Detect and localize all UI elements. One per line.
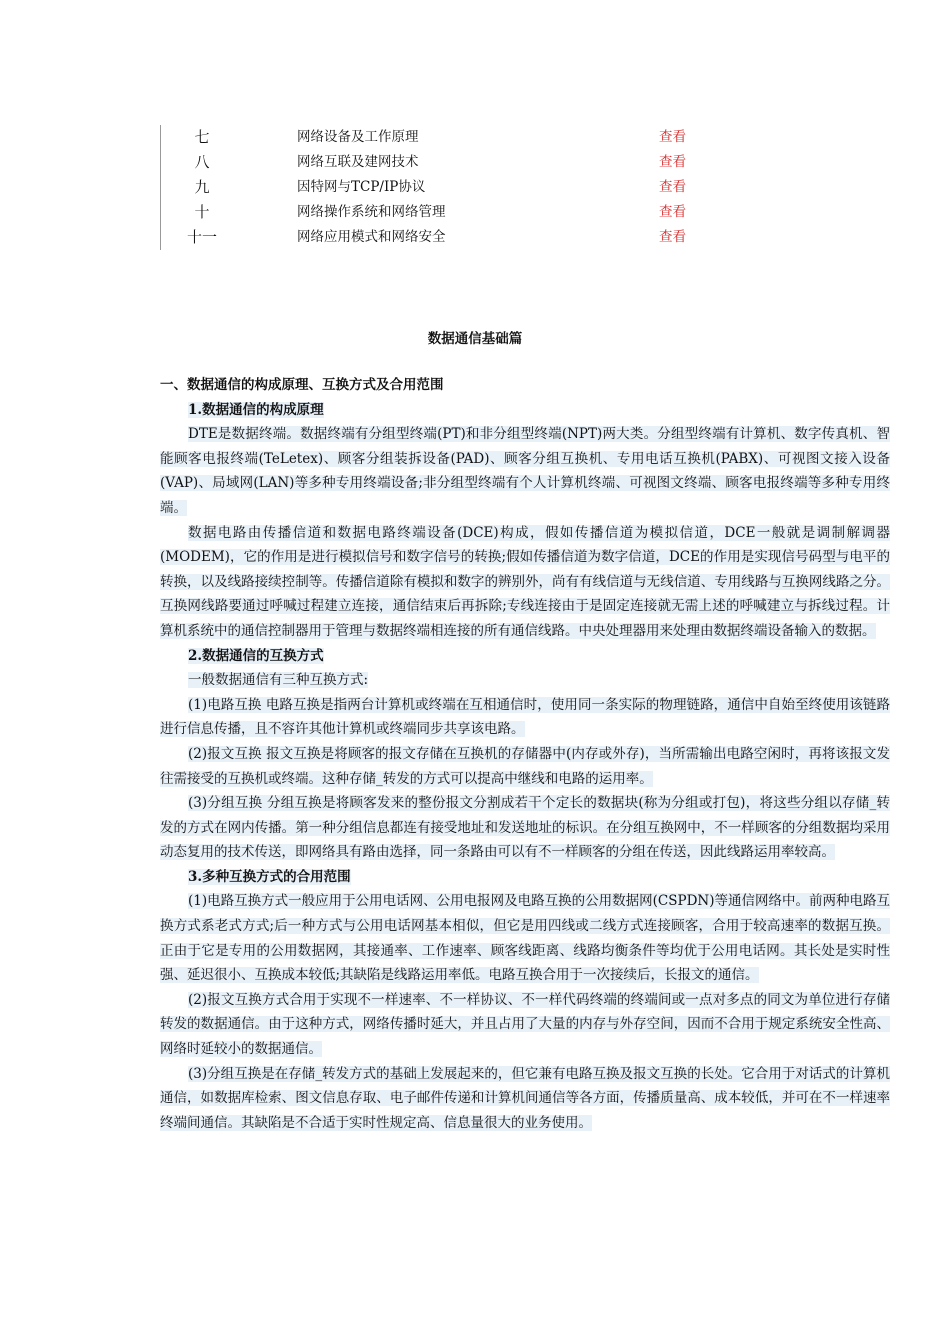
toc-view-link[interactable]: 查看 — [659, 129, 686, 145]
subsection-heading-text: 3.多种互换方式的合用范围 — [188, 868, 351, 885]
toc-row — [161, 175, 721, 200]
paragraph-text: (3)分组互换是在存储_转发方式的基础上发展起来的，但它兼有电路互换及报文互换的长处。它合用于对话式的计算机通信，如数据库检索、图文信息存取、电子邮件传递和计算机间通信等各方面，传播质量高、成本较低，并可在不一样速率终端间通信。其缺陷是不合适于实时性规定高、信息量很大的业务使用。 — [160, 1065, 890, 1131]
toc-number: 七 — [194, 128, 210, 146]
paragraph-text: (1)电路互换 电路互换是指两台计算机或终端在互相通信时，使用同一条实际的物理链路，通信中自始至终使用该链路进行信息传播，且不容许其他计算机或终端同步共享该电路。 — [160, 696, 890, 738]
paragraph-text: (2)报文互换 报文互换是将顾客的报文存储在互换机的存储器中(内存或外存)，当所需输出电路空闲时，再将该报文发往需接受的互换机或终端。这种存储_转发的方式可以提高中继线和电路的运用率。 — [160, 745, 890, 787]
subsection-heading-text: 2.数据通信的互换方式 — [188, 647, 324, 664]
article-body — [160, 373, 890, 1135]
toc-number: 八 — [194, 153, 210, 171]
paragraph — [160, 742, 890, 791]
paragraph-text: (3)分组互换 分组互换是将顾客发来的整份报文分割成若干个定长的数据块(称为分组或打包)，将这些分组以存储_转发的方式在网内传播。第一种分组信息都连有接受地址和发送地址的标识。在分组互换网中，不一样顾客的分组数据均采用动态复用的技术传送，即网络具有路由选择，同一条路由可以有不一样顾客的分组在传送，因此线路运用率较高。 — [160, 795, 890, 861]
subsection-heading-text: 1.数据通信的构成原理 — [188, 401, 324, 418]
toc-number: 九 — [194, 178, 210, 196]
paragraph — [160, 889, 890, 987]
paragraph — [160, 693, 890, 742]
paragraph-text: 一般数据通信有三种互换方式: — [188, 672, 369, 689]
paragraph-text: 数据电路由传播信道和数据电路终端设备(DCE)构成，假如传播信道为模拟信道，DCE一般就是调制解调器(MODEM)，它的作用是进行模拟信号和数字信号的转换;假如传播信道为数字信道，DCE的作用是实现信号码型与电平的转换，以及线路接续控制等。传播信道除有模拟和数字的辨别外，尚有有线信道与无线信道、专用线路与互换网线路之分。互换网线路要通过呼喊过程建立连接，通信结束后再拆除;专线连接由于是固定连接就无需上述的呼喊建立与拆线过程。计算机系统中的通信控制器用于管理与数据终端相连接的所有通信线路。中央处理器用来处理由数据终端设备输入的数据。 — [160, 524, 890, 639]
paragraph — [160, 988, 890, 1062]
toc-title: 网络互联及建网技术 — [297, 154, 419, 170]
toc-number: 十一 — [186, 228, 217, 246]
paragraph — [160, 422, 890, 520]
toc-title: 网络设备及工作原理 — [297, 129, 419, 145]
paragraph — [160, 791, 890, 865]
toc-view-link[interactable]: 查看 — [659, 179, 686, 195]
toc-number: 十 — [194, 203, 210, 221]
paragraph — [160, 1062, 890, 1136]
toc-title: 网络应用模式和网络安全 — [297, 229, 446, 245]
paragraph — [160, 668, 890, 693]
subsection-heading — [160, 644, 890, 669]
toc-row — [161, 125, 721, 150]
paragraph-text: DTE是数据终端。数据终端有分组型终端(PT)和非分组型终端(NPT)两大类。分组型终端有计算机、数字传真机、智能顾客电报终端(TeLetex)、顾客分组装拆设备(PAD)、顾客分组互换机、专用电话互换机(PABX)、可视图文接入设备(VAP)、局域网(LAN)等多种专用终端设备;非分组型终端有个人计算机终端、可视图文终端、顾客电报终端等多种专用终端。 — [160, 426, 890, 516]
toc-row — [161, 225, 721, 250]
subsection-heading — [160, 398, 890, 423]
toc-view-link[interactable]: 查看 — [659, 204, 686, 220]
paragraph-text: (1)电路互换方式一般应用于公用电话网、公用电报网及电路互换的公用数据网(CSPDN)等通信网络中。前两种电路互换方式系老式方式;后一种方式与公用电话网基本相似，但它是用四线或二线方式连接顾客，合用于较高速率的数据互换。正由于它是专用的公用数据网，其接通率、工作速率、顾客线距离、线路均衡条件等均优于公用电话网。其长处是实时性强、延迟很小、互换成本较低;其缺陷是线路运用率低。电路互换合用于一次接续后，长报文的通信。 — [160, 893, 890, 984]
toc-row — [161, 150, 721, 175]
section-heading: 一、数据通信的构成原理、互换方式及合用范围 — [160, 377, 444, 393]
document-title: 数据通信基础篇 — [427, 331, 523, 347]
toc-table — [160, 125, 721, 250]
paragraph — [160, 521, 890, 644]
paragraph-text: (2)报文互换方式合用于实现不一样速率、不一样协议、不一样代码终端的终端间或一点对多点的同文为单位进行存储转发的数据通信。由于这种方式，网络传播时延大，并且占用了大量的内存与外存空间，因而不合用于规定系统安全性高、网络时延较小的数据通信。 — [160, 991, 890, 1058]
toc-view-link[interactable]: 查看 — [659, 229, 686, 245]
toc-row — [161, 200, 721, 225]
toc-title: 网络操作系统和网络管理 — [297, 204, 446, 220]
toc-view-link[interactable]: 查看 — [659, 154, 686, 170]
subsection-heading — [160, 865, 890, 890]
toc-title: 因特网与TCP/IP协议 — [297, 179, 426, 195]
